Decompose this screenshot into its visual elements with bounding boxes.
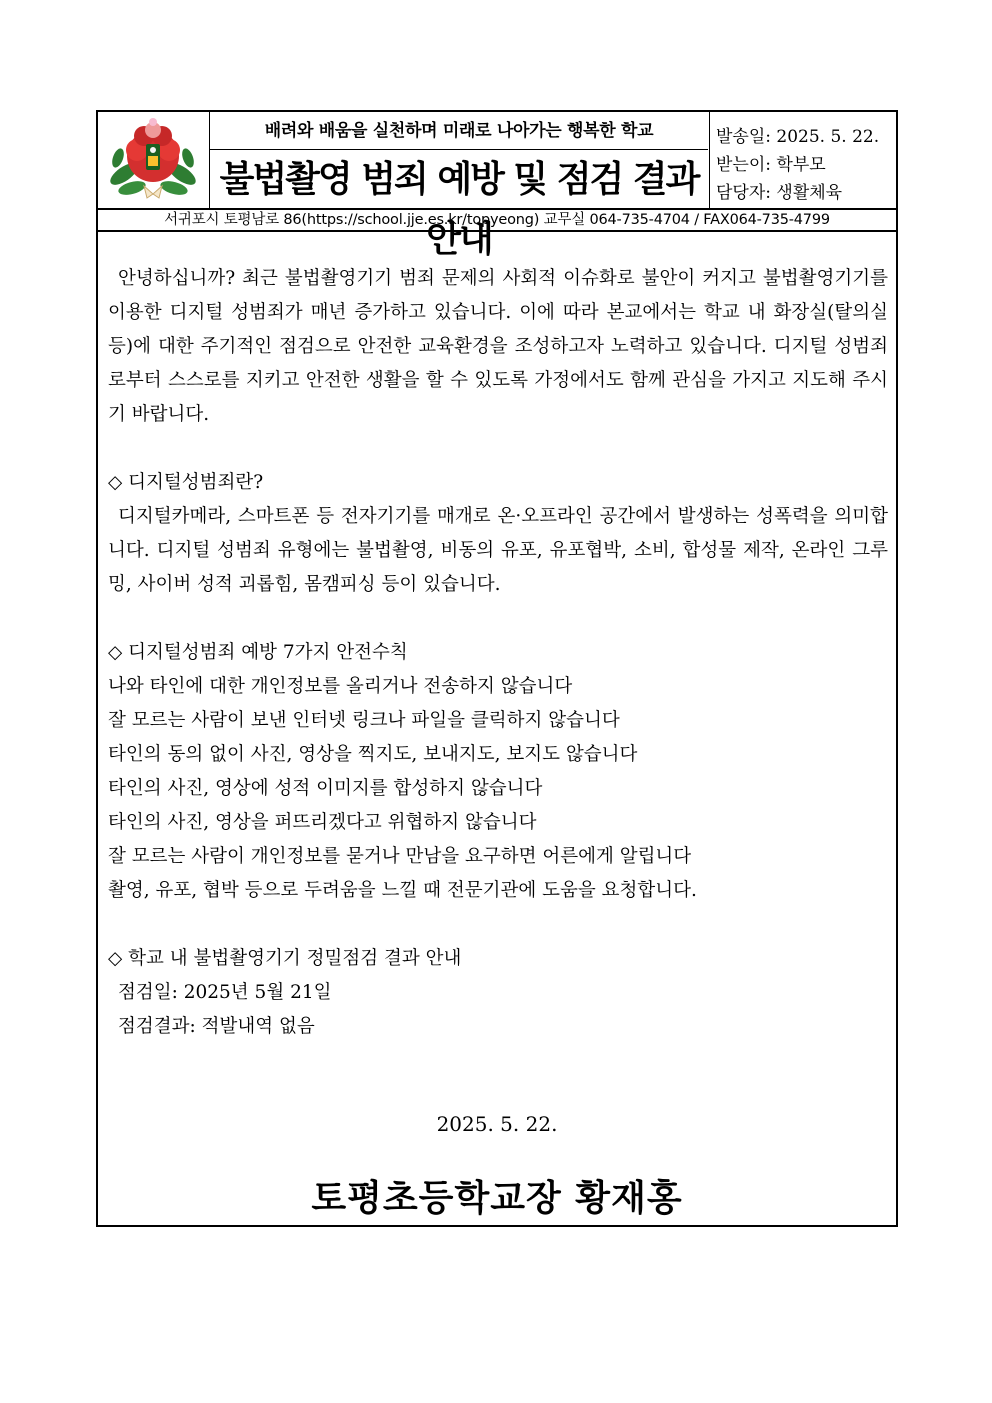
manager: 담당자: 생활체육 [716, 183, 843, 203]
issue-date: 2025. 5. 22. [436, 1112, 558, 1136]
safety-rule: 촬영, 유포, 협박 등으로 두려움을 느낄 때 전문기관에 도움을 요청합니다. [108, 880, 697, 901]
inspection-result: 점검결과: 적발내역 없음 [118, 1016, 315, 1037]
school-address: 서귀포시 토평남로 86(https://school.jje.es.kr/topyeong) 교무실 064-735-4704 / FAX064-735-4799 [98, 210, 896, 232]
inspection-date: 점검일: 2025년 5월 21일 [118, 982, 332, 1003]
safety-rule: 잘 모르는 사람이 개인정보를 묻거나 만남을 요구하면 어른에게 알립니다 [108, 846, 692, 867]
page-title: 불법촬영 범죄 예방 및 점검 결과 안내 [219, 159, 699, 260]
safety-rule: 잘 모르는 사람이 보낸 인터넷 링크나 파일을 클릭하지 않습니다 [108, 710, 620, 731]
safety-rule: 타인의 사진, 영상을 퍼뜨리겠다고 위협하지 않습니다 [108, 812, 537, 833]
definition-paragraph: 디지털카메라, 스마트폰 등 전자기기를 매개로 온·오프라인 공간에서 발생하는 성폭력을 의미합니다. 디지털 성범죄 유형에는 불법촬영, 비동의 유포, 유포협박, 소비, 합성물 제작, 온라인 그루밍, 사이버 성적 괴롭힘, 몸캠피싱 등이 있습니다. [108, 506, 888, 595]
intro-paragraph: 안녕하십니까? 최근 불법촬영기기 범죄 문제의 사회적 이슈화로 불안이 커지고 불법촬영기기를 이용한 디지털 성범죄가 매년 증가하고 있습니다. 이에 따라 본교에서는 학교 내 화장실(탈의실 등)에 대한 주기적인 점검으로 안전한 교육환경을 조성하고자 노력하고 있습니다. 디지털 성범죄로부터 스스로를 지키고 안전한 생활을 할 수 있도록 가정에서도 함께 관심을 가지고 지도해 주시기 바랍니다. [108, 268, 888, 425]
send-date: 발송일: 2025. 5. 22. [716, 127, 880, 147]
section-title-definition: ◇ 디지털성범죄란? [108, 472, 264, 493]
section-title-safety-rules: ◇ 디지털성범죄 예방 7가지 안전수칙 [108, 642, 408, 663]
school-motto: 배려와 배움을 실천하며 미래로 나아가는 행복한 학교 [210, 112, 708, 150]
recipient: 받는이: 학부모 [716, 155, 826, 175]
document-frame [96, 110, 898, 1227]
safety-rule: 나와 타인에 대한 개인정보를 올리거나 전송하지 않습니다 [108, 676, 573, 697]
principal-signature: 토평초등학교장 황재홍 [311, 1178, 683, 1219]
school-emblem-cell [98, 112, 210, 210]
meta-cell [710, 112, 896, 210]
safety-rule: 타인의 사진, 영상에 성적 이미지를 합성하지 않습니다 [108, 778, 543, 799]
letter-body [108, 262, 888, 1044]
section-title-inspection: ◇ 학교 내 불법촬영기기 정밀점검 결과 안내 [108, 948, 462, 969]
safety-rule: 타인의 동의 없이 사진, 영상을 찍지도, 보내지도, 보지도 않습니다 [108, 744, 638, 765]
school-emblem-icon [104, 116, 202, 206]
